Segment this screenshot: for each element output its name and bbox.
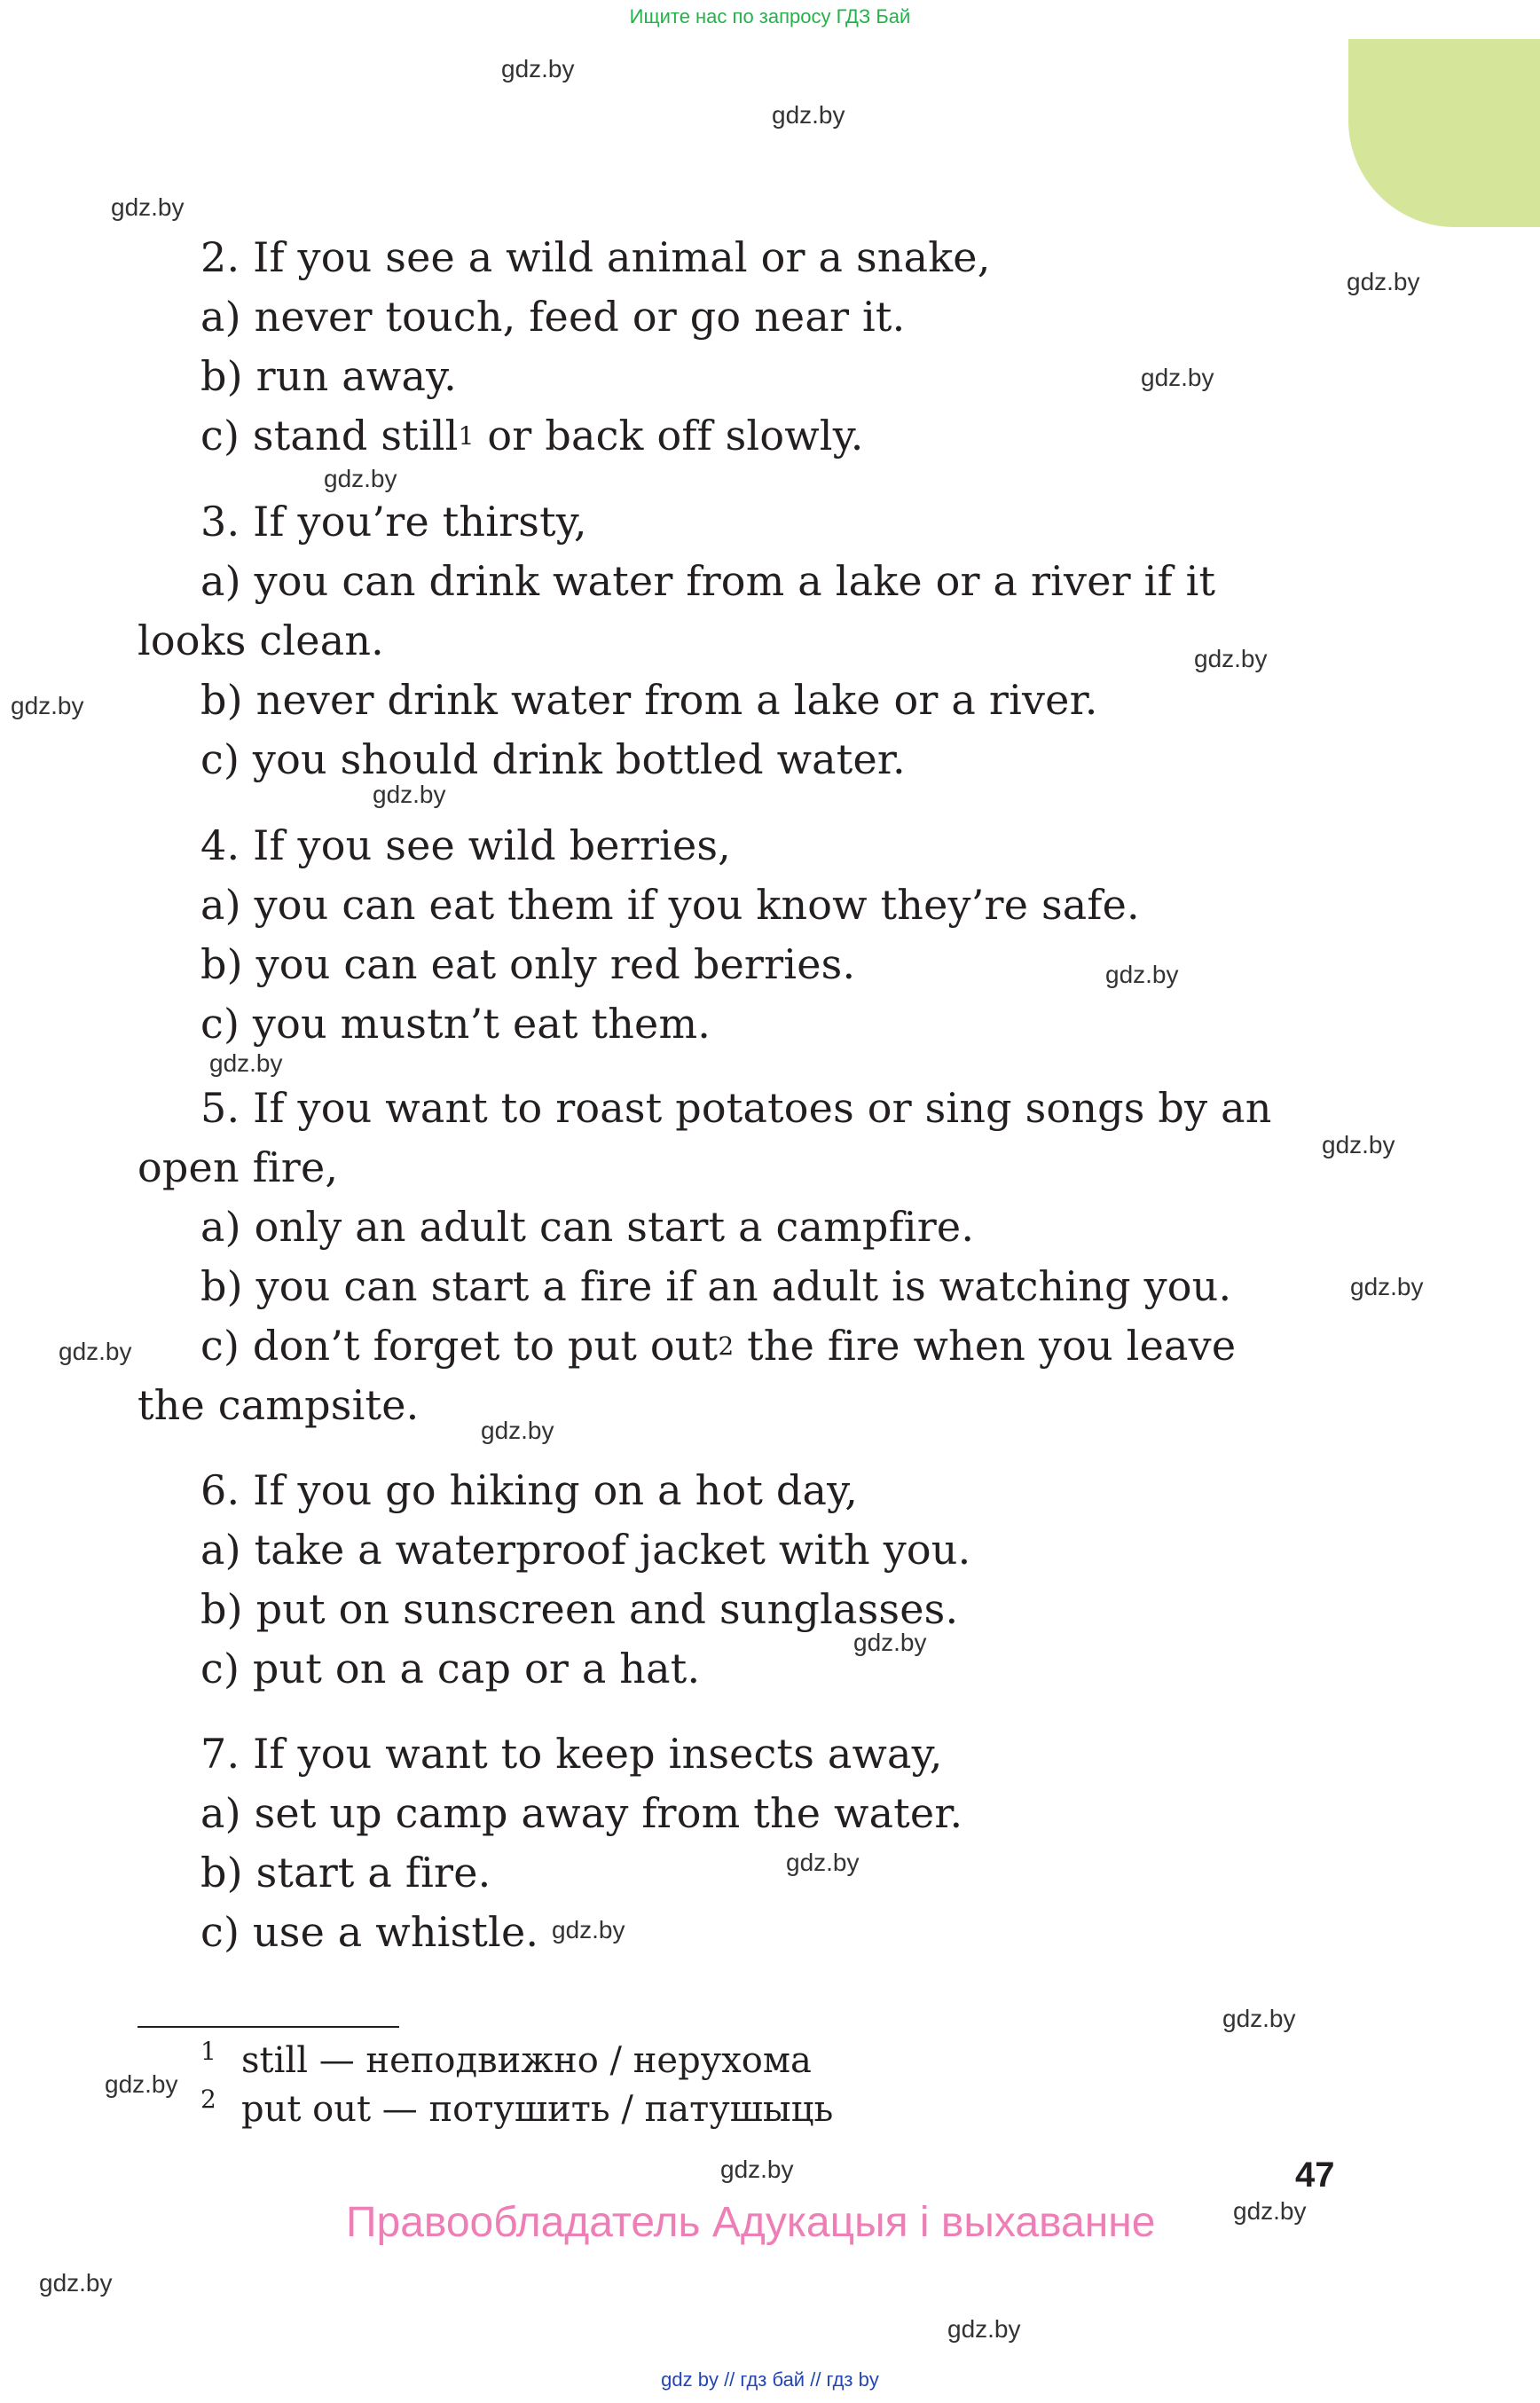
watermark: gdz.by bbox=[947, 2315, 1021, 2343]
answer-option: c) you mustn’t eat them. bbox=[200, 1000, 711, 1048]
answer-option: a) never touch, feed or go near it. bbox=[200, 293, 906, 341]
watermark: gdz.by bbox=[1222, 2005, 1296, 2032]
option-text-after: or back off slowly. bbox=[474, 412, 864, 459]
answer-option: a) you can drink water from a lake or a river if it bbox=[200, 557, 1216, 605]
search-hint-link[interactable]: Ищите нас по запросу ГДЗ Бай bbox=[629, 5, 911, 27]
corner-tab-decoration bbox=[1348, 39, 1540, 227]
watermark: gdz.by bbox=[853, 1629, 927, 1656]
answer-option: a) take a waterproof jacket with you. bbox=[200, 1526, 971, 1574]
option-text-after: the fire when you leave bbox=[734, 1322, 1237, 1370]
footnote-text: put out — потушить / патушыць bbox=[241, 2089, 834, 2130]
watermark: gdz.by bbox=[59, 1338, 132, 1365]
answer-option: c) you should drink bottled water. bbox=[200, 735, 906, 783]
question-stem: 2. If you see a wild animal or a snake, bbox=[200, 233, 991, 281]
bottom-links[interactable]: gdz by // гдз бай // гдз by bbox=[661, 2368, 879, 2391]
question-stem: 7. If you want to keep insects away, bbox=[200, 1730, 943, 1778]
answer-option bbox=[200, 1321, 1236, 1377]
answer-option: c) use a whistle. bbox=[200, 1908, 539, 1956]
question-stem: 6. If you go hiking on a hot day, bbox=[200, 1466, 859, 1514]
answer-option-continuation: looks clean. bbox=[138, 616, 384, 664]
watermark: gdz.by bbox=[11, 692, 84, 719]
watermark: gdz.by bbox=[786, 1849, 860, 1876]
question-stem: 4. If you see wild berries, bbox=[200, 821, 732, 869]
watermark: gdz.by bbox=[111, 193, 185, 221]
watermark: gdz.by bbox=[1194, 645, 1268, 672]
watermark: gdz.by bbox=[1141, 364, 1214, 391]
watermark: gdz.by bbox=[501, 55, 575, 82]
watermark: gdz.by bbox=[1350, 1273, 1424, 1300]
answer-option: b) put on sunscreen and sunglasses. bbox=[200, 1585, 959, 1633]
footnote-number: 1 bbox=[200, 2037, 216, 2066]
watermark: gdz.by bbox=[552, 1916, 625, 1944]
answer-option: b) you can start a fire if an adult is watching you. bbox=[200, 1262, 1232, 1310]
watermark: gdz.by bbox=[481, 1417, 554, 1444]
footnote-divider bbox=[138, 2026, 399, 2028]
watermark: gdz.by bbox=[39, 2269, 113, 2297]
watermark: gdz.by bbox=[373, 781, 446, 808]
answer-option: b) run away. bbox=[200, 352, 458, 400]
watermark: gdz.by bbox=[720, 2156, 794, 2183]
watermark: gdz.by bbox=[1105, 961, 1179, 988]
footnote-text: still — неподвижно / нерухома bbox=[241, 2040, 812, 2081]
answer-option: a) you can eat them if you know they’re safe. bbox=[200, 881, 1140, 929]
answer-option: c) put on a cap or a hat. bbox=[200, 1645, 701, 1692]
watermark: gdz.by bbox=[324, 465, 397, 492]
watermark: gdz.by bbox=[1233, 2197, 1307, 2225]
answer-option: b) start a fire. bbox=[200, 1849, 491, 1896]
footnote-marker: 1 bbox=[458, 421, 475, 451]
watermark: gdz.by bbox=[1347, 268, 1420, 295]
answer-option: a) set up camp away from the water. bbox=[200, 1789, 963, 1837]
question-stem-continuation: open fire, bbox=[138, 1143, 339, 1191]
answer-option: b) never drink water from a lake or a river. bbox=[200, 676, 1098, 724]
rights-holder-notice: Правообладатель Адукацыя і выхаванне bbox=[346, 2199, 1156, 2246]
answer-option-continuation: the campsite. bbox=[138, 1381, 420, 1429]
watermark: gdz.by bbox=[209, 1049, 283, 1077]
answer-option: a) only an adult can start a campfire. bbox=[200, 1203, 975, 1251]
watermark: gdz.by bbox=[105, 2070, 178, 2098]
footnote-number: 2 bbox=[200, 2085, 216, 2114]
answer-option: b) you can eat only red berries. bbox=[200, 940, 856, 988]
watermark: gdz.by bbox=[1322, 1131, 1395, 1158]
question-stem: 5. If you want to roast potatoes or sing songs by an bbox=[200, 1084, 1272, 1132]
option-text: c) stand still bbox=[200, 412, 459, 459]
answer-option bbox=[200, 411, 864, 467]
page-number: 47 bbox=[1295, 2156, 1335, 2195]
question-stem: 3. If you’re thirsty, bbox=[200, 498, 587, 546]
option-text: c) don’t forget to put out bbox=[200, 1322, 719, 1370]
footnote-marker: 2 bbox=[718, 1331, 735, 1361]
watermark: gdz.by bbox=[772, 101, 845, 129]
